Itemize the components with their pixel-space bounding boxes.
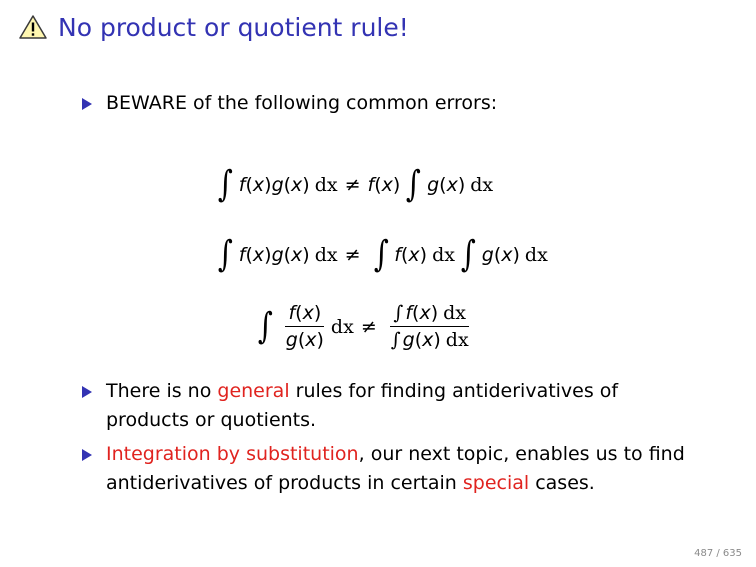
warning-icon <box>18 14 48 40</box>
symbol: g <box>427 174 440 196</box>
slide-header <box>18 14 409 40</box>
denominator <box>283 327 327 351</box>
symbol: x <box>408 244 420 266</box>
symbol: ) <box>313 302 322 324</box>
symbol: ) <box>302 174 310 196</box>
symbol: g <box>271 174 284 196</box>
symbol: ≠ <box>344 244 361 266</box>
bullet-text <box>106 440 696 498</box>
symbol: ) <box>392 174 401 196</box>
bullet-beware <box>82 89 696 118</box>
fraction-f-over-g <box>283 302 327 351</box>
bullet-text <box>106 377 696 435</box>
bullet-text: BEWARE of the following common errors: <box>106 92 498 114</box>
symbol: g <box>402 329 415 351</box>
symbol: x <box>291 244 303 266</box>
text-run: rules for finding antiderivatives of products or quotients. <box>106 380 619 431</box>
symbol: x <box>419 302 431 324</box>
bullet-triangle-icon <box>82 98 92 110</box>
symbol: x <box>422 329 434 351</box>
symbol: ) <box>302 244 310 266</box>
text-run: , our next topic, enables us to find antiderivatives of products in certain <box>106 443 685 494</box>
text-run: There is no <box>106 380 218 402</box>
symbol: ∫ <box>393 302 404 324</box>
symbol: ( <box>283 174 292 196</box>
symbol: ) <box>264 244 272 266</box>
symbol: x <box>305 329 317 351</box>
equation-quotient <box>252 302 476 351</box>
symbol: x <box>501 244 513 266</box>
bullet-triangle-icon <box>82 386 92 398</box>
symbol: dx <box>470 174 494 196</box>
integral-sign: ∫ <box>406 164 422 205</box>
symbol: x <box>291 174 303 196</box>
numerator <box>285 302 324 327</box>
integral-sign: ∫ <box>373 234 389 275</box>
symbol: g <box>285 329 298 351</box>
symbol: ) <box>264 174 272 196</box>
symbol: ( <box>283 244 292 266</box>
page-number: 487 / 635 <box>694 548 742 559</box>
symbol: dx <box>445 329 469 351</box>
numerator <box>390 302 469 327</box>
integral-sign: ∫ <box>460 234 476 275</box>
integral-sign: ∫ <box>217 164 233 205</box>
highlight-general: general <box>217 380 290 402</box>
symbol: ( <box>412 302 420 324</box>
bullet-triangle-icon <box>82 449 92 461</box>
integral-sign: ∫ <box>217 234 233 275</box>
symbol: dx <box>314 244 338 266</box>
symbol: ) <box>457 174 466 196</box>
symbol: g <box>481 244 494 266</box>
text-run: cases. <box>529 472 595 494</box>
denominator <box>388 327 472 351</box>
symbol: dx <box>524 244 548 266</box>
highlight-substitution: Integration by substitution <box>106 443 359 465</box>
symbol: dx <box>432 244 455 266</box>
symbol: dx <box>314 174 338 196</box>
fraction-integrals <box>388 302 472 351</box>
symbol: ≠ <box>344 174 361 196</box>
symbol: ( <box>245 174 253 196</box>
symbol: ( <box>414 329 423 351</box>
symbol: f <box>238 174 246 196</box>
symbol: ) <box>512 244 520 266</box>
symbol: f <box>367 174 375 196</box>
bullet-no-general-rules <box>82 377 696 435</box>
equation-product-2 <box>212 234 548 275</box>
symbol: dx <box>330 315 354 338</box>
page-title: No product or quotient rule! <box>58 12 409 42</box>
symbol: ( <box>295 302 303 324</box>
integral-sign: ∫ <box>257 305 273 347</box>
symbol: g <box>271 244 284 266</box>
symbol: x <box>381 174 393 196</box>
symbol: f <box>288 302 296 324</box>
symbol: ( <box>439 174 447 196</box>
symbol: f <box>394 244 401 266</box>
symbol: f <box>238 244 246 266</box>
equation-product-1 <box>212 164 494 205</box>
symbol: ) <box>433 329 441 351</box>
symbol: ) <box>419 244 428 266</box>
symbol: dx <box>443 302 466 324</box>
symbol: ( <box>297 329 306 351</box>
symbol: ≠ <box>360 315 377 338</box>
symbol: ∫ <box>390 329 401 351</box>
symbol: ( <box>245 244 253 266</box>
symbol: f <box>405 302 413 324</box>
symbol: ( <box>374 174 382 196</box>
bullet-substitution <box>82 440 696 498</box>
symbol: x <box>302 302 314 324</box>
symbol: x <box>252 244 265 266</box>
symbol: x <box>446 174 458 196</box>
symbol: ( <box>493 244 502 266</box>
symbol: ) <box>316 329 324 351</box>
symbol: x <box>252 174 265 196</box>
symbol: ( <box>401 244 409 266</box>
highlight-special: special <box>462 472 530 494</box>
symbol: ) <box>430 302 439 324</box>
